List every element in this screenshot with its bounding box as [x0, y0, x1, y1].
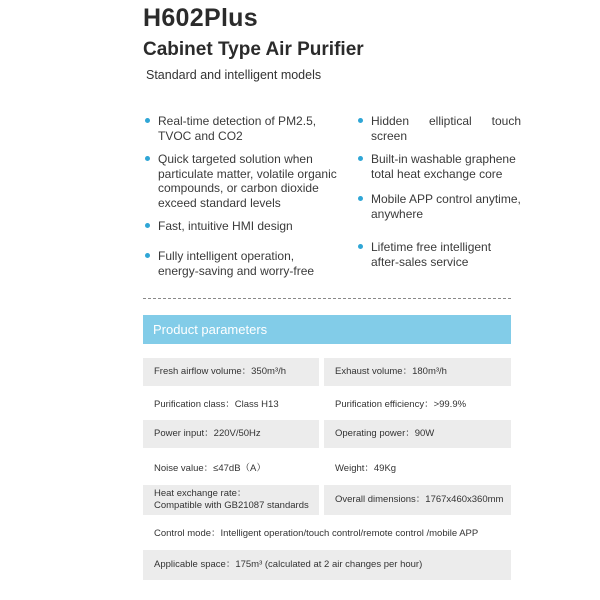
bullet-dot-icon	[358, 156, 363, 161]
product-subtitle: Cabinet Type Air Purifier	[143, 39, 364, 60]
param-cell	[143, 485, 319, 515]
bullet-dot-icon	[358, 244, 363, 249]
feature-text: Quick targeted solution when particulate matter, volatile organic compounds, or carbon dioxide exceed standard levels	[158, 152, 337, 210]
param-heat-exchange-value: Compatible with GB21087 standards	[154, 500, 309, 511]
param-cell	[143, 455, 319, 483]
param-cell	[324, 485, 511, 515]
param-cell	[143, 358, 319, 386]
param-cell	[143, 391, 319, 419]
feature-item	[358, 240, 521, 269]
bullet-dot-icon	[358, 118, 363, 123]
bullet-dot-icon	[145, 156, 150, 161]
feature-text: Built-in washable graphene total heat exchange core	[371, 152, 516, 181]
feature-text: Hidden elliptical touch screen	[371, 114, 521, 143]
bullet-dot-icon	[358, 196, 363, 201]
bullet-dot-icon	[145, 223, 150, 228]
param-noise-value: Noise value：≤47dB（A）	[154, 463, 266, 474]
param-heat-exchange	[154, 488, 313, 512]
product-tagline: Standard and intelligent models	[146, 68, 322, 82]
param-purification-class: Purification class：Class H13	[154, 399, 279, 410]
bullet-dot-icon	[145, 118, 150, 123]
feature-item	[145, 152, 338, 210]
param-cell	[324, 420, 511, 448]
param-cell	[324, 358, 511, 386]
feature-item	[358, 114, 521, 143]
feature-text: Mobile APP control anytime, anywhere	[371, 192, 521, 221]
feature-item	[358, 152, 523, 181]
params-header	[143, 315, 511, 344]
param-applicable-space: Applicable space：175m³ (calculated at 2 air changes per hour)	[154, 559, 423, 570]
param-cell	[324, 391, 511, 419]
feature-item	[145, 219, 338, 234]
param-purification-efficiency: Purification efficiency：>99.9%	[335, 399, 467, 410]
param-control-mode: Control mode：Intelligent operation/touch control/remote control /mobile APP	[154, 528, 479, 539]
param-fresh-airflow: Fresh airflow volume：350m³/h	[154, 366, 286, 377]
section-divider	[143, 298, 511, 299]
param-overall-dimensions: Overall dimensions：1767x460x360mm	[335, 494, 504, 505]
feature-text: Lifetime free intelligent after-sales service	[371, 240, 492, 269]
param-cell	[143, 420, 319, 448]
param-weight: Weight：49Kg	[335, 463, 397, 474]
param-exhaust-volume: Exhaust volume：180m³/h	[335, 366, 447, 377]
feature-item	[145, 249, 338, 278]
feature-item	[358, 192, 529, 221]
bullet-dot-icon	[145, 253, 150, 258]
param-cell-wide	[143, 550, 511, 580]
param-operating-power: Operating power：90W	[335, 428, 435, 439]
param-cell-wide	[143, 520, 511, 548]
param-power-input: Power input：220V/50Hz	[154, 428, 261, 439]
product-title: H602Plus	[143, 4, 258, 32]
feature-text: Real-time detection of PM2.5, TVOC and CO2	[158, 114, 317, 143]
feature-text: Fully intelligent operation, energy-saving and worry-free	[158, 249, 315, 278]
param-heat-exchange-label: Heat exchange rate：	[154, 488, 247, 499]
params-header-label: Product parameters	[153, 322, 268, 337]
feature-item	[145, 114, 333, 143]
feature-text: Fast, intuitive HMI design	[158, 219, 293, 233]
param-cell	[324, 455, 511, 483]
